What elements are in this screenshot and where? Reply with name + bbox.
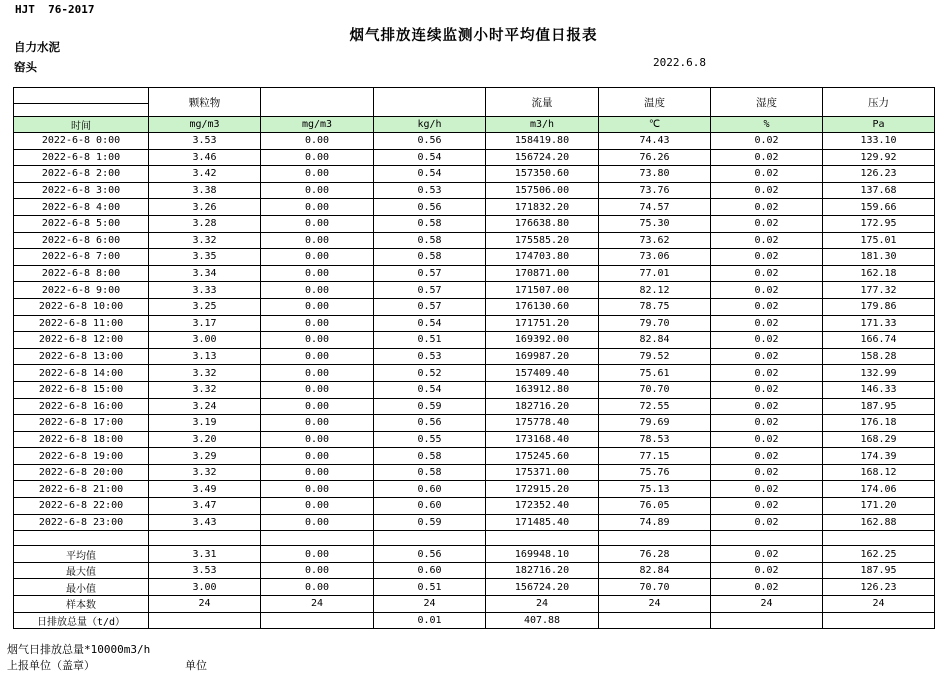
- table-cell: 3.31: [149, 546, 261, 563]
- table-cell: 3.29: [149, 448, 261, 465]
- table-cell: 3.32: [149, 464, 261, 481]
- table-cell: 3.53: [149, 133, 261, 150]
- table-cell: 0.02: [711, 464, 823, 481]
- table-row: [14, 282, 935, 299]
- table-cell: 133.10: [823, 133, 935, 150]
- table-cell: 2022-6-8 9:00: [14, 282, 149, 299]
- table-cell: 176130.60: [486, 298, 599, 315]
- col-header-blank-2: [374, 88, 486, 117]
- table-cell: 24: [711, 596, 823, 613]
- table-cell: 146.33: [823, 381, 935, 398]
- table-cell: 0.02: [711, 365, 823, 382]
- table-cell: 157350.60: [486, 166, 599, 183]
- table-row: [14, 298, 935, 315]
- table-cell: 170871.00: [486, 265, 599, 282]
- table-cell: 0.02: [711, 562, 823, 579]
- table-row: [14, 365, 935, 382]
- table-cell: 79.70: [599, 315, 711, 332]
- table-cell: 169987.20: [486, 348, 599, 365]
- table-cell: 82.12: [599, 282, 711, 299]
- table-cell: 0.02: [711, 133, 823, 150]
- table-cell: 2022-6-8 10:00: [14, 298, 149, 315]
- time-header-top-cell: [14, 88, 149, 104]
- table-cell: 0.00: [261, 481, 374, 498]
- table-row: [14, 481, 935, 498]
- table-row: [14, 332, 935, 349]
- table-cell: 平均值: [14, 546, 149, 563]
- table-cell: 0.54: [374, 149, 486, 166]
- table-cell: 0.02: [711, 282, 823, 299]
- table-cell: 0.02: [711, 249, 823, 266]
- table-row: [14, 398, 935, 415]
- table-cell: 3.32: [149, 365, 261, 382]
- table-cell: 182716.20: [486, 562, 599, 579]
- unit-cell-mg-m3-b: mg/m3: [261, 117, 374, 133]
- table-cell: 0.60: [374, 498, 486, 515]
- table-cell: 最大值: [14, 562, 149, 579]
- table-cell: 175371.00: [486, 464, 599, 481]
- table-cell: 0.00: [261, 298, 374, 315]
- table-cell: 0.56: [374, 415, 486, 432]
- table-cell: 0.00: [261, 315, 374, 332]
- table-cell: 0.00: [261, 464, 374, 481]
- table-cell: 175245.60: [486, 448, 599, 465]
- table-cell: 0.02: [711, 431, 823, 448]
- table-cell: 2022-6-8 2:00: [14, 166, 149, 183]
- table-cell: 2022-6-8 22:00: [14, 498, 149, 515]
- table-row: [14, 448, 935, 465]
- table-cell: 0.58: [374, 249, 486, 266]
- table-cell: 0.00: [261, 133, 374, 150]
- table-cell: 126.23: [823, 579, 935, 596]
- summary-rows: [14, 546, 935, 629]
- table-cell: 74.57: [599, 199, 711, 216]
- unit-cell-m3-h: m3/h: [486, 117, 599, 133]
- table-cell: 0.58: [374, 232, 486, 249]
- table-cell: 3.49: [149, 481, 261, 498]
- unit-cell-pa: Pa: [823, 117, 935, 133]
- table-cell: 0.00: [261, 215, 374, 232]
- table-cell: 182716.20: [486, 398, 599, 415]
- table-cell: 0.02: [711, 546, 823, 563]
- report-table: [13, 87, 935, 629]
- table-cell: [261, 612, 374, 629]
- table-cell: 137.68: [823, 182, 935, 199]
- table-cell: 0.02: [711, 398, 823, 415]
- table-cell: 2022-6-8 21:00: [14, 481, 149, 498]
- company-name: 自力水泥: [14, 40, 60, 54]
- table-row: [14, 348, 935, 365]
- table-cell: 0.51: [374, 332, 486, 349]
- table-cell: 3.17: [149, 315, 261, 332]
- table-cell: 0.00: [261, 232, 374, 249]
- table-cell: 78.75: [599, 298, 711, 315]
- table-cell: 158.28: [823, 348, 935, 365]
- data-rows: [14, 133, 935, 531]
- table-cell: 0.53: [374, 348, 486, 365]
- table-cell: 156724.20: [486, 149, 599, 166]
- table-cell: 78.53: [599, 431, 711, 448]
- table-cell: 3.43: [149, 514, 261, 531]
- unit-cell-mg-m3-a: mg/m3: [149, 117, 261, 133]
- table-cell: 3.42: [149, 166, 261, 183]
- table-cell: 3.26: [149, 199, 261, 216]
- table-cell: 0.00: [261, 265, 374, 282]
- table-cell: 0.02: [711, 579, 823, 596]
- table-cell: 0.02: [711, 448, 823, 465]
- table-cell: 3.53: [149, 562, 261, 579]
- table-row: [14, 215, 935, 232]
- table-cell: 0.00: [261, 199, 374, 216]
- table-cell: 0.02: [711, 514, 823, 531]
- col-header-flow: 流量: [486, 88, 599, 117]
- spacer-section: [14, 531, 935, 546]
- table-cell: 24: [261, 596, 374, 613]
- table-cell: [711, 612, 823, 629]
- table-cell: 0.58: [374, 464, 486, 481]
- table-cell: 174.39: [823, 448, 935, 465]
- table-row: [14, 431, 935, 448]
- table-cell: 79.52: [599, 348, 711, 365]
- table-cell: 0.55: [374, 431, 486, 448]
- table-cell: 0.02: [711, 498, 823, 515]
- table-cell: 407.88: [486, 612, 599, 629]
- table-cell: 70.70: [599, 579, 711, 596]
- table-row: [14, 265, 935, 282]
- table-cell: 样本数: [14, 596, 149, 613]
- table-cell: 3.00: [149, 332, 261, 349]
- col-header-particulate: 颗粒物: [149, 88, 261, 117]
- table-cell: 0.56: [374, 199, 486, 216]
- table-row: [14, 415, 935, 432]
- table-row: [14, 182, 935, 199]
- table-cell: 0.02: [711, 315, 823, 332]
- table-cell: 76.05: [599, 498, 711, 515]
- table-cell: 168.29: [823, 431, 935, 448]
- table-cell: [149, 612, 261, 629]
- table-cell: 2022-6-8 20:00: [14, 464, 149, 481]
- table-cell: 172915.20: [486, 481, 599, 498]
- table-cell: 3.19: [149, 415, 261, 432]
- table-cell: 126.23: [823, 166, 935, 183]
- table-cell: 0.00: [261, 398, 374, 415]
- table-cell: 0.58: [374, 215, 486, 232]
- table-cell: 172352.40: [486, 498, 599, 515]
- table-cell: 0.00: [261, 149, 374, 166]
- table-row: [14, 133, 935, 150]
- table-cell: 0.56: [374, 133, 486, 150]
- table-cell: 166.74: [823, 332, 935, 349]
- table-cell: 0.02: [711, 215, 823, 232]
- table-cell: 3.47: [149, 498, 261, 515]
- table-row: [14, 464, 935, 481]
- table-cell: 0.02: [711, 199, 823, 216]
- table-cell: 2022-6-8 8:00: [14, 265, 149, 282]
- summary-row: [14, 596, 935, 613]
- table-cell: 174703.80: [486, 249, 599, 266]
- table-cell: 82.84: [599, 562, 711, 579]
- table-cell: 171485.40: [486, 514, 599, 531]
- table-cell: 3.35: [149, 249, 261, 266]
- table-cell: 3.28: [149, 215, 261, 232]
- unit-cell-celsius: ℃: [599, 117, 711, 133]
- table-cell: 0.00: [261, 249, 374, 266]
- page-title: 烟气排放连续监测小时平均值日报表: [349, 28, 598, 44]
- unit-cell-time: 时间: [14, 117, 149, 133]
- table-cell: 3.32: [149, 232, 261, 249]
- table-cell: 187.95: [823, 562, 935, 579]
- table-row: [14, 199, 935, 216]
- table-cell: 0.60: [374, 481, 486, 498]
- table-cell: 2022-6-8 17:00: [14, 415, 149, 432]
- footer-note: 烟气日排放总量*10000m3/h: [7, 643, 151, 656]
- table-cell: 169392.00: [486, 332, 599, 349]
- table-cell: 0.02: [711, 381, 823, 398]
- table-cell: [599, 612, 711, 629]
- blank-row: [14, 531, 935, 546]
- report-unit-label: 上报单位（盖章）: [7, 659, 95, 672]
- table-cell: 0.02: [711, 298, 823, 315]
- table-cell: 0.00: [261, 498, 374, 515]
- table-cell: 3.13: [149, 348, 261, 365]
- table-cell: 171507.00: [486, 282, 599, 299]
- table-cell: 2022-6-8 6:00: [14, 232, 149, 249]
- table-cell: 0.57: [374, 282, 486, 299]
- table-cell: 2022-6-8 0:00: [14, 133, 149, 150]
- table-cell: 76.26: [599, 149, 711, 166]
- table-cell: 0.00: [261, 381, 374, 398]
- table-cell: 2022-6-8 5:00: [14, 215, 149, 232]
- table-cell: 175585.20: [486, 232, 599, 249]
- table-row: [14, 381, 935, 398]
- table-row: [14, 166, 935, 183]
- table-cell: 0.59: [374, 514, 486, 531]
- table-cell: 0.00: [261, 332, 374, 349]
- table-cell: 179.86: [823, 298, 935, 315]
- table-cell: 132.99: [823, 365, 935, 382]
- group-header-row: [14, 88, 935, 104]
- table-cell: 3.00: [149, 579, 261, 596]
- table-cell: 2022-6-8 1:00: [14, 149, 149, 166]
- table-cell: 74.43: [599, 133, 711, 150]
- table-cell: 0.59: [374, 398, 486, 415]
- table-cell: 0.02: [711, 149, 823, 166]
- unit-header-row: [14, 117, 935, 133]
- table-cell: 3.20: [149, 431, 261, 448]
- table-cell: 0.60: [374, 562, 486, 579]
- table-cell: 0.58: [374, 448, 486, 465]
- table-cell: 0.02: [711, 232, 823, 249]
- table-cell: [823, 612, 935, 629]
- table-cell: 0.02: [711, 481, 823, 498]
- table-row: [14, 315, 935, 332]
- table-cell: 0.00: [261, 546, 374, 563]
- table-cell: 0.02: [711, 166, 823, 183]
- table-cell: 0.01: [374, 612, 486, 629]
- table-cell: 76.28: [599, 546, 711, 563]
- table-cell: 24: [486, 596, 599, 613]
- col-header-humidity: 湿度: [711, 88, 823, 117]
- table-cell: 0.00: [261, 415, 374, 432]
- col-header-pressure: 压力: [823, 88, 935, 117]
- table-cell: 3.25: [149, 298, 261, 315]
- table-cell: 2022-6-8 16:00: [14, 398, 149, 415]
- table-cell: 175778.40: [486, 415, 599, 432]
- table-cell: 24: [374, 596, 486, 613]
- col-header-temperature: 温度: [599, 88, 711, 117]
- table-cell: 175.01: [823, 232, 935, 249]
- table-cell: 2022-6-8 19:00: [14, 448, 149, 465]
- summary-row: [14, 562, 935, 579]
- table-cell: 0.57: [374, 298, 486, 315]
- table-cell: 0.02: [711, 415, 823, 432]
- table-cell: 24: [823, 596, 935, 613]
- table-cell: 176.18: [823, 415, 935, 432]
- table-cell: 171.20: [823, 498, 935, 515]
- table-cell: 169948.10: [486, 546, 599, 563]
- table-cell: 0.54: [374, 381, 486, 398]
- standard-code: HJT 76-2017: [15, 3, 95, 16]
- table-row: [14, 514, 935, 531]
- table-cell: 77.01: [599, 265, 711, 282]
- table-cell: 0.00: [261, 579, 374, 596]
- table-cell: 3.38: [149, 182, 261, 199]
- table-cell: 171.33: [823, 315, 935, 332]
- table-cell: 79.69: [599, 415, 711, 432]
- time-header-bottom-cell: [14, 104, 149, 117]
- table-row: [14, 249, 935, 266]
- report-date: 2022.6.8: [653, 56, 706, 69]
- table-cell: 0.53: [374, 182, 486, 199]
- table-cell: 2022-6-8 11:00: [14, 315, 149, 332]
- table-cell: 2022-6-8 7:00: [14, 249, 149, 266]
- table-cell: 0.00: [261, 365, 374, 382]
- table-cell: 0.02: [711, 348, 823, 365]
- table-cell: 174.06: [823, 481, 935, 498]
- table-cell: 163912.80: [486, 381, 599, 398]
- table-cell: 157506.00: [486, 182, 599, 199]
- unit-cell-percent: %: [711, 117, 823, 133]
- table-row: [14, 232, 935, 249]
- table-cell: 3.33: [149, 282, 261, 299]
- summary-row: [14, 579, 935, 596]
- summary-row: [14, 612, 935, 629]
- table-cell: 162.18: [823, 265, 935, 282]
- table-cell: 0.51: [374, 579, 486, 596]
- table-cell: 176638.80: [486, 215, 599, 232]
- table-cell: 158419.80: [486, 133, 599, 150]
- table-cell: 日排放总量（t/d）: [14, 612, 149, 629]
- table-cell: 3.34: [149, 265, 261, 282]
- table-cell: 0.00: [261, 514, 374, 531]
- table-cell: 75.13: [599, 481, 711, 498]
- table-cell: 0.00: [261, 431, 374, 448]
- table-cell: 177.32: [823, 282, 935, 299]
- table-cell: 2022-6-8 12:00: [14, 332, 149, 349]
- table-cell: 73.76: [599, 182, 711, 199]
- table-cell: 74.89: [599, 514, 711, 531]
- table-cell: 173168.40: [486, 431, 599, 448]
- table-cell: 187.95: [823, 398, 935, 415]
- unit-label: 单位: [185, 659, 207, 672]
- table-cell: 2022-6-8 15:00: [14, 381, 149, 398]
- table-cell: 0.57: [374, 265, 486, 282]
- table-cell: 2022-6-8 3:00: [14, 182, 149, 199]
- table-cell: 3.32: [149, 381, 261, 398]
- table-cell: 0.00: [261, 182, 374, 199]
- table-cell: 73.62: [599, 232, 711, 249]
- table-cell: 2022-6-8 13:00: [14, 348, 149, 365]
- table-cell: 156724.20: [486, 579, 599, 596]
- table-row: [14, 149, 935, 166]
- table-cell: 129.92: [823, 149, 935, 166]
- table-cell: 0.00: [261, 562, 374, 579]
- table-cell: 3.46: [149, 149, 261, 166]
- table-cell: 0.00: [261, 448, 374, 465]
- table-cell: 24: [599, 596, 711, 613]
- table-cell: 0.00: [261, 166, 374, 183]
- table-cell: 0.52: [374, 365, 486, 382]
- table-cell: 73.80: [599, 166, 711, 183]
- table-cell: 77.15: [599, 448, 711, 465]
- table-cell: 0.54: [374, 315, 486, 332]
- table-cell: 2022-6-8 14:00: [14, 365, 149, 382]
- table-cell: 75.76: [599, 464, 711, 481]
- table-cell: 2022-6-8 23:00: [14, 514, 149, 531]
- table-cell: 0.00: [261, 348, 374, 365]
- table-cell: 168.12: [823, 464, 935, 481]
- table-cell: 0.54: [374, 166, 486, 183]
- table-cell: 最小值: [14, 579, 149, 596]
- table-cell: 82.84: [599, 332, 711, 349]
- table-cell: 70.70: [599, 381, 711, 398]
- table-cell: 171751.20: [486, 315, 599, 332]
- unit-cell-kg-h: kg/h: [374, 117, 486, 133]
- table-cell: 162.88: [823, 514, 935, 531]
- table-cell: 2022-6-8 4:00: [14, 199, 149, 216]
- table-cell: 159.66: [823, 199, 935, 216]
- table-cell: 157409.40: [486, 365, 599, 382]
- table-cell: 171832.20: [486, 199, 599, 216]
- table-cell: 181.30: [823, 249, 935, 266]
- table-cell: 73.06: [599, 249, 711, 266]
- table-cell: 0.56: [374, 546, 486, 563]
- table-cell: 162.25: [823, 546, 935, 563]
- table-cell: 75.61: [599, 365, 711, 382]
- summary-row: [14, 546, 935, 563]
- table-cell: 0.02: [711, 332, 823, 349]
- table-cell: 172.95: [823, 215, 935, 232]
- table-cell: 0.02: [711, 265, 823, 282]
- table-cell: 24: [149, 596, 261, 613]
- table-cell: 75.30: [599, 215, 711, 232]
- table-row: [14, 498, 935, 515]
- table-cell: 72.55: [599, 398, 711, 415]
- monitor-point: 窑头: [14, 60, 37, 74]
- col-header-blank-1: [261, 88, 374, 117]
- table-cell: 0.00: [261, 282, 374, 299]
- table-cell: 2022-6-8 18:00: [14, 431, 149, 448]
- table-cell: 0.02: [711, 182, 823, 199]
- table-cell: 3.24: [149, 398, 261, 415]
